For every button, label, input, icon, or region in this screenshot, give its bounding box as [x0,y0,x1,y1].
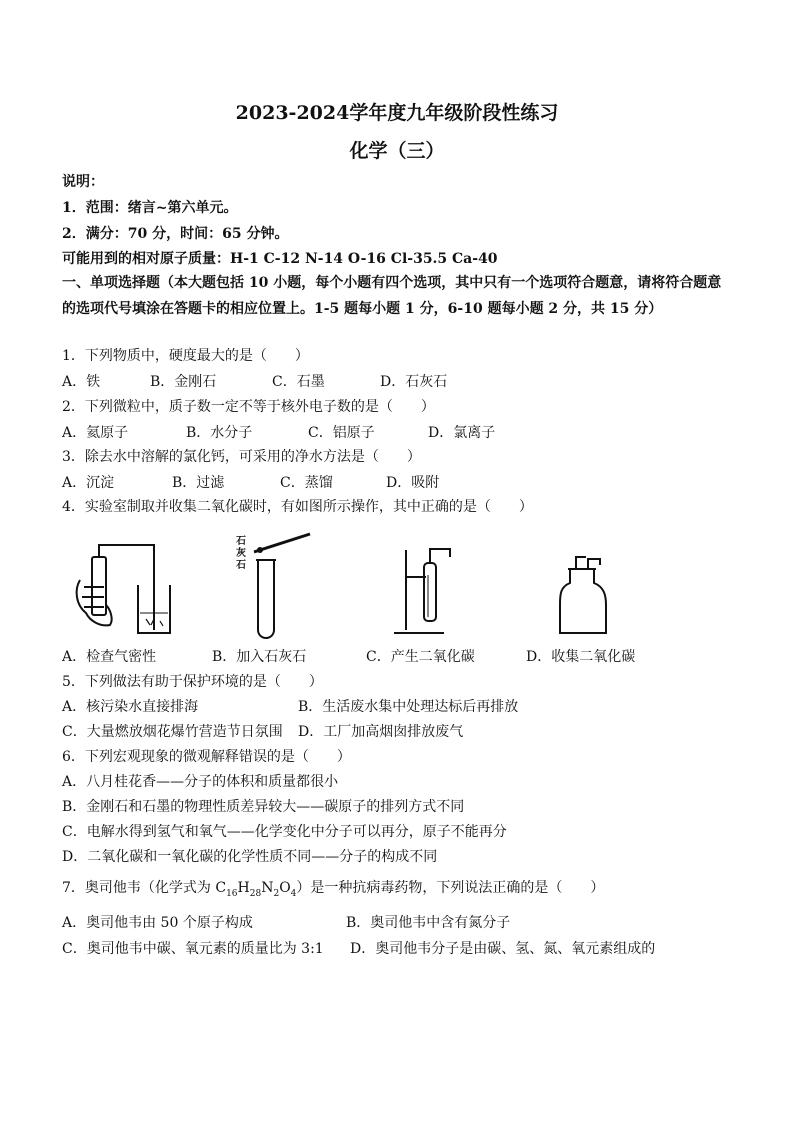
figure-check-airtightness [70,535,180,640]
question-5-stem: 5．下列做法有助于保护环境的是（ ） [62,674,323,690]
figure-produce-co2 [392,545,472,640]
q4-option-d: D．收集二氧化碳 [526,649,636,665]
q5-option-c: C．大量燃放烟花爆竹营造节日氛围 [62,724,283,740]
q6-option-c: C．电解水得到氢气和氧气——化学变化中分子可以再分，原子不能再分 [62,824,507,840]
section-heading: 一、单项选择题（本大题包括 10 小题，每个小题有四个选项，其中只有一个选项符合题意，请将符合题意的选项代号填涂在答题卡的相应位置上。1-5 题每小题 1 分，6-10 题每小题 2 分，共 15 分） [62,275,722,317]
q6-option-b: B．金刚石和石墨的物理性质差异较大——碳原子的排列方式不同 [62,799,465,815]
svg-text:石: 石 [236,560,246,571]
q5-option-d: D．工厂加高烟囱排放废气 [298,724,464,740]
instruction-score-time: 2．满分：70 分，时间：65 分钟。 [62,226,289,242]
q2-option-c: C．铝原子 [308,425,375,441]
exam-subtitle: 化学（三） [349,140,445,162]
q5-option-a: A．核污染水直接排海 [62,699,199,715]
question-7-stem: 7．奥司他韦（化学式为 $C_{16}H_{28}N_2O_4$）是一种抗病毒药物，下列说法正确的是（ ） [62,880,605,899]
q3-option-a: A．沉淀 [62,475,115,491]
q1-option-b: B．金刚石 [150,374,217,390]
q5-option-b: B．生活废水集中处理达标后再排放 [298,699,519,715]
question-6-stem: 6．下列宏观现象的微观解释错误的是（ ） [62,749,351,765]
q3-option-d: D．吸附 [386,475,440,491]
q1-option-d: D．石灰石 [380,374,448,390]
q7-option-b: B．奥司他韦中含有氮分子 [346,915,511,931]
question-4-stem: 4．实验室制取并收集二氧化碳时，有如图所示操作，其中正确的是（ ） [62,499,533,515]
q7-option-d: D．奥司他韦分子是由碳、氢、氮、氧元素组成的 [350,941,656,957]
q2-option-b: B．水分子 [186,425,253,441]
figure-collect-co2 [556,555,616,640]
q7-option-a: A．奥司他韦由 50 个原子构成 [62,915,253,931]
q7-option-c: C．奥司他韦中碳、氧元素的质量比为 3:1 [62,941,324,957]
q4-option-a: A．检查气密性 [62,649,157,665]
question-3-stem: 3．除去水中溶解的氯化钙，可采用的净水方法是（ ） [62,449,421,465]
svg-text:石: 石 [236,536,246,547]
q1-option-a: A．铁 [62,374,101,390]
svg-text:灰: 灰 [236,548,246,559]
atomic-masses: 可能用到的相对原子质量：H-1 C-12 N-14 O-16 Cl-35.5 Ca-40 [62,251,498,267]
q2-option-a: A．氦原子 [62,425,129,441]
instruction-scope: 1．范围：绪言~第六单元。 [62,200,238,216]
question-2-stem: 2．下列微粒中，质子数一定不等于核外电子数的是（ ） [62,399,435,415]
q4-option-c: C．产生二氧化碳 [366,649,475,665]
instructions-heading: 说明： [62,174,104,190]
q3-option-b: B．过滤 [172,475,225,491]
q4-option-b: B．加入石灰石 [212,649,307,665]
q6-option-a: A．八月桂花香——分子的体积和质量都很小 [62,774,339,790]
figure-add-limestone [232,530,322,642]
exam-title: 2023-2024学年度九年级阶段性练习 [235,102,559,124]
question-1-stem: 1．下列物质中，硬度最大的是（ ） [62,348,309,364]
q2-option-d: D．氯离子 [428,425,496,441]
q1-option-c: C．石墨 [272,374,325,390]
q6-option-d: D．二氧化碳和一氧化碳的化学性质不同——分子的构成不同 [62,849,438,865]
q3-option-c: C．蒸馏 [280,475,333,491]
